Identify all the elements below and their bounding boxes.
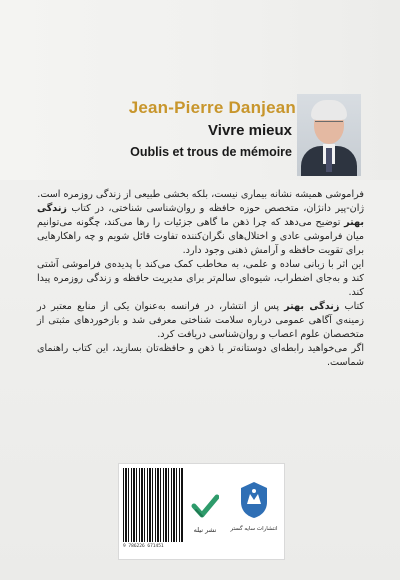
blurb-p4-start: کتاب xyxy=(339,301,364,312)
blurb-p2-start: ژان-پیر دانژان، متخصص حوزه حافظه و روان‌شناسی شناختی، در کتاب xyxy=(66,203,364,214)
blurb-text xyxy=(37,188,364,370)
blurb-paragraph-4 xyxy=(37,300,364,342)
check-leaf-icon xyxy=(191,494,219,520)
publisher-logo-nile xyxy=(185,482,225,542)
author-name: Jean-Pierre Danjean xyxy=(128,98,296,117)
blurb-p2-book-title: زندگی بهتر xyxy=(37,203,364,228)
book-subtitle: Oublis et trous de mémoire xyxy=(130,145,292,159)
portrait-tie xyxy=(326,148,332,172)
crown-emblem-icon xyxy=(237,480,271,520)
blurb-paragraph-3: این اثر با زبانی ساده و علمی، به مخاطب کمک می‌کند با پدیده‌ی فراموشی آشتی کند و به‌جای اضطراب، شیوه‌ای سالم‌تر برای مدیریت حافظه و زندگی روزمره پیدا کند. xyxy=(37,259,364,298)
blurb-paragraph-5: اگر می‌خواهید رابطه‌ای دوستانه‌تر با ذهن و حافظه‌تان بسازید، این کتاب راهنمای شماست. xyxy=(37,343,364,368)
blurb-paragraph-1: فراموشی همیشه نشانه بیماری نیست، بلکه بخشی طبیعی از زندگی روزمره است. xyxy=(37,189,364,200)
barcode-digits: 9 786226 671451 xyxy=(123,544,164,549)
publisher-logo-sayeh-gostar xyxy=(229,474,279,544)
author-portrait xyxy=(297,94,361,176)
book-title: Vivre mieux xyxy=(208,122,292,139)
portrait-hair xyxy=(311,100,347,120)
publisher-logo-2-label: انتشارات سایه گستر xyxy=(230,526,278,532)
blurb-p2-end: توضیح می‌دهد که چرا ذهن ما گاهی جزئیات را رها می‌کند، چگونه می‌توانیم میان فراموشی عادی و اختلال‌های نگران‌کننده تفاوت قائل شویم و چه راهکارهایی برای تقویت حافظه و آرامش ذهنی وجود دارد. xyxy=(37,217,364,256)
blurb-p4-end: پس از انتشار، در فرانسه به‌عنوان یکی از منابع معتبر در زمینه‌ی آگاهی عمومی درباره سلامت شناختی معرفی شد و بازخوردهای مثبتی از متخصصان علوم اعصاب و روان‌شناسی دریافت کرد. xyxy=(37,301,364,340)
portrait-glasses xyxy=(315,121,343,129)
publisher-logo-1-label: نشر نیله xyxy=(193,526,217,534)
blurb-paragraph-2 xyxy=(37,202,364,258)
barcode-bars xyxy=(123,468,183,542)
barcode-panel xyxy=(118,463,285,560)
blurb-p4-book-title: زندگی بهتر xyxy=(284,301,340,312)
isbn-barcode xyxy=(123,468,183,552)
